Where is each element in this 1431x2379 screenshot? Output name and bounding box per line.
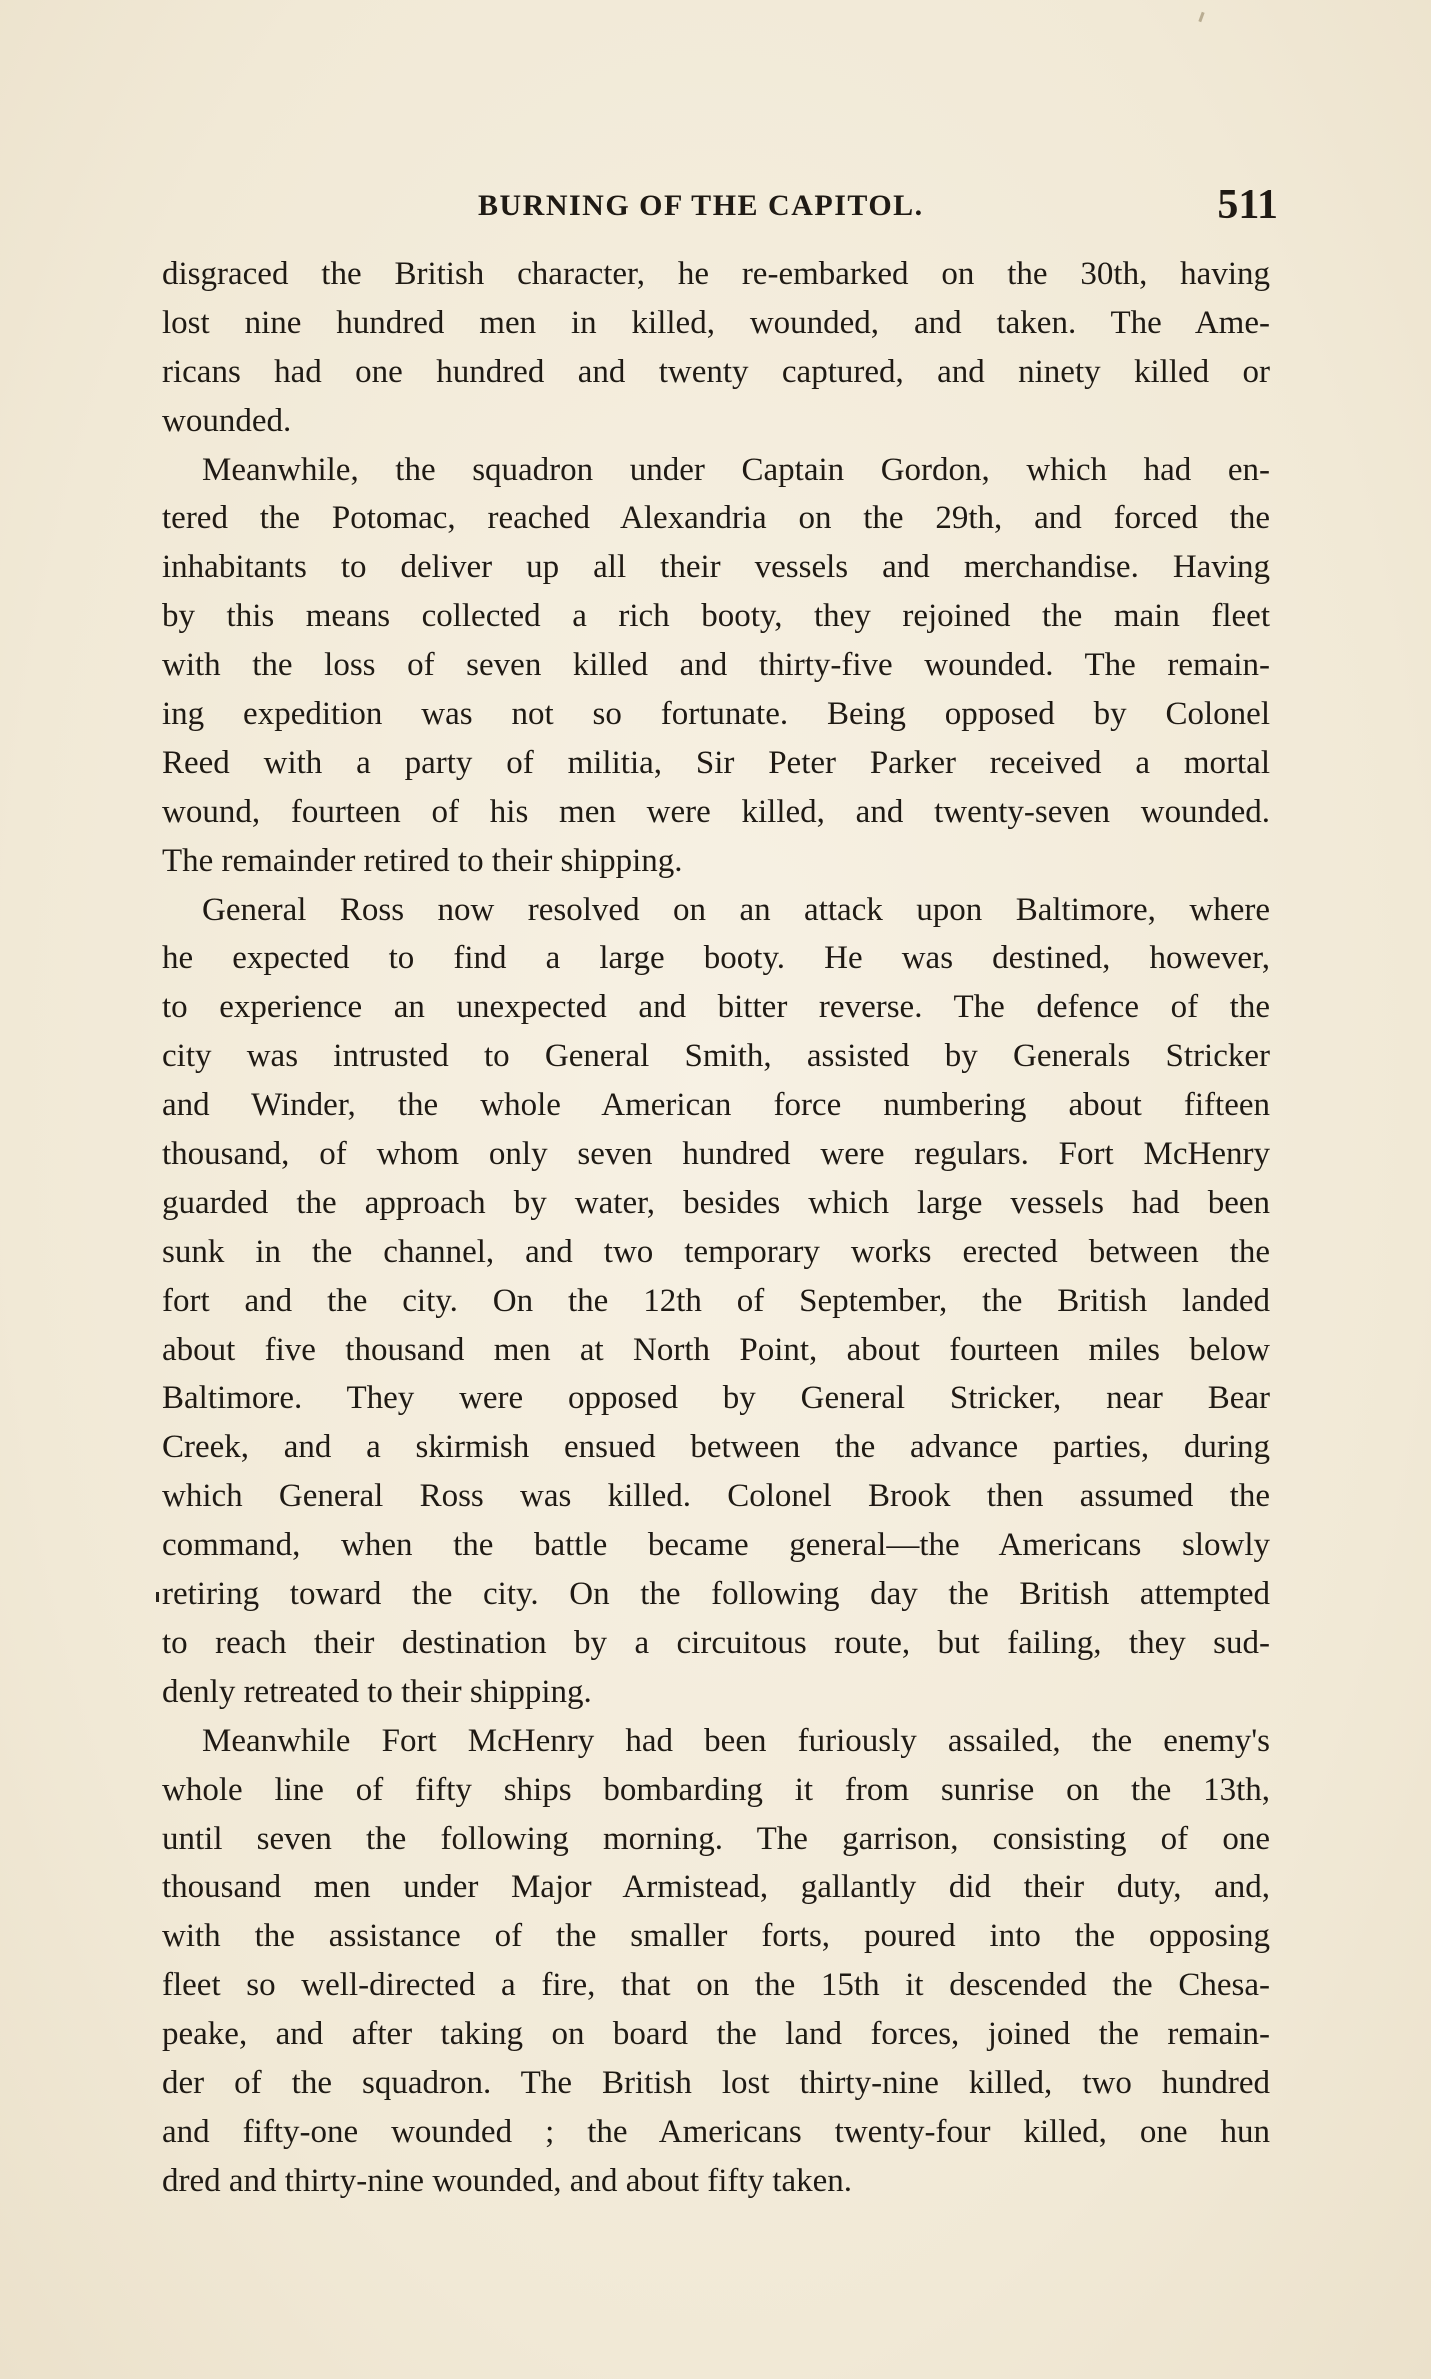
running-title: BURNING OF THE CAPITOL. [478,189,924,222]
text-line: to experience an unexpected and bitter reverse. The defence of the [162,989,1270,1026]
text-line: to reach their destination by a circuitous route, but failing, they sud- [162,1624,1270,1661]
margin-mark [156,1592,159,1602]
running-head [470,183,1278,233]
text-line: about five thousand men at North Point, about fourteen miles below [162,1331,1270,1368]
text-line: command, when the battle became general—the Americans slowly [162,1527,1270,1564]
text-line: by this means collected a rich booty, they rejoined the main fleet [162,598,1270,635]
text-line: wound, fourteen of his men were killed, and twenty-seven wounded. [162,793,1270,830]
text-line: tered the Potomac, reached Alexandria on the 29th, and forced the [162,500,1270,537]
text-line: and Winder, the whole American force numbering about fifteen [162,1087,1270,1124]
page-number: 511 [1217,182,1278,228]
text-line: disgraced the British character, he re-embarked on the 30th, having [162,256,1270,292]
text-line: whole line of fifty ships bombarding it from sunrise on the 13th, [162,1771,1270,1808]
text-line: ricans had one hundred and twenty captured, and ninety killed or [162,353,1270,390]
body-text [162,250,1270,2206]
text-line: sunk in the channel, and two temporary works erected between the [162,1233,1270,1270]
text-line: and fifty-one wounded ; the Americans twenty-four killed, one hun [162,2113,1270,2150]
text-line: until seven the following morning. The garrison, consisting of one [162,1820,1270,1857]
text-line: with the assistance of the smaller forts, poured into the opposing [162,1918,1270,1955]
text-line: Meanwhile Fort McHenry had been furiously assailed, the enemy's [202,1722,1270,1759]
text-line: denly retreated to their shipping. [162,1673,592,1710]
text-line: General Ross now resolved on an attack upon Baltimore, where [202,891,1270,928]
text-line: The remainder retired to their shipping. [162,842,683,879]
paper-speck [1198,12,1204,22]
text-line: ing expedition was not so fortunate. Being opposed by Colonel [162,696,1270,733]
text-line: wounded. [162,402,292,439]
text-line: with the loss of seven killed and thirty-five wounded. The remain- [162,647,1270,684]
text-line: city was intrusted to General Smith, assisted by Generals Stricker [162,1038,1270,1075]
text-line: thousand men under Major Armistead, gallantly did their duty, and, [162,1869,1270,1906]
text-line: which General Ross was killed. Colonel Brook then assumed the [162,1478,1270,1515]
text-line: fort and the city. On the 12th of September, the British landed [162,1282,1270,1319]
text-line: Reed with a party of militia, Sir Peter Parker received a mortal [162,744,1270,781]
text-line: dred and thirty-nine wounded, and about fifty taken. [162,2162,853,2199]
text-line: thousand, of whom only seven hundred were regulars. Fort McHenry [162,1136,1270,1173]
text-line: retiring toward the city. On the following day the British attempted [162,1576,1270,1613]
text-line: inhabitants to deliver up all their vessels and merchandise. Having [162,549,1270,586]
text-line: Creek, and a skirmish ensued between the advance parties, during [162,1429,1270,1466]
text-line: guarded the approach by water, besides which large vessels had been [162,1184,1270,1221]
text-line: peake, and after taking on board the land forces, joined the remain- [162,2016,1270,2053]
text-line: Baltimore. They were opposed by General Stricker, near Bear [162,1380,1270,1417]
text-line: he expected to find a large booty. He was destined, however, [162,940,1270,977]
text-line: fleet so well-directed a fire, that on the 15th it descended the Chesa- [162,1967,1270,2004]
text-line: Meanwhile, the squadron under Captain Gordon, which had en- [202,451,1270,488]
text-line: der of the squadron. The British lost thirty-nine killed, two hundred [162,2064,1270,2101]
text-line: lost nine hundred men in killed, wounded, and taken. The Ame- [162,304,1270,341]
